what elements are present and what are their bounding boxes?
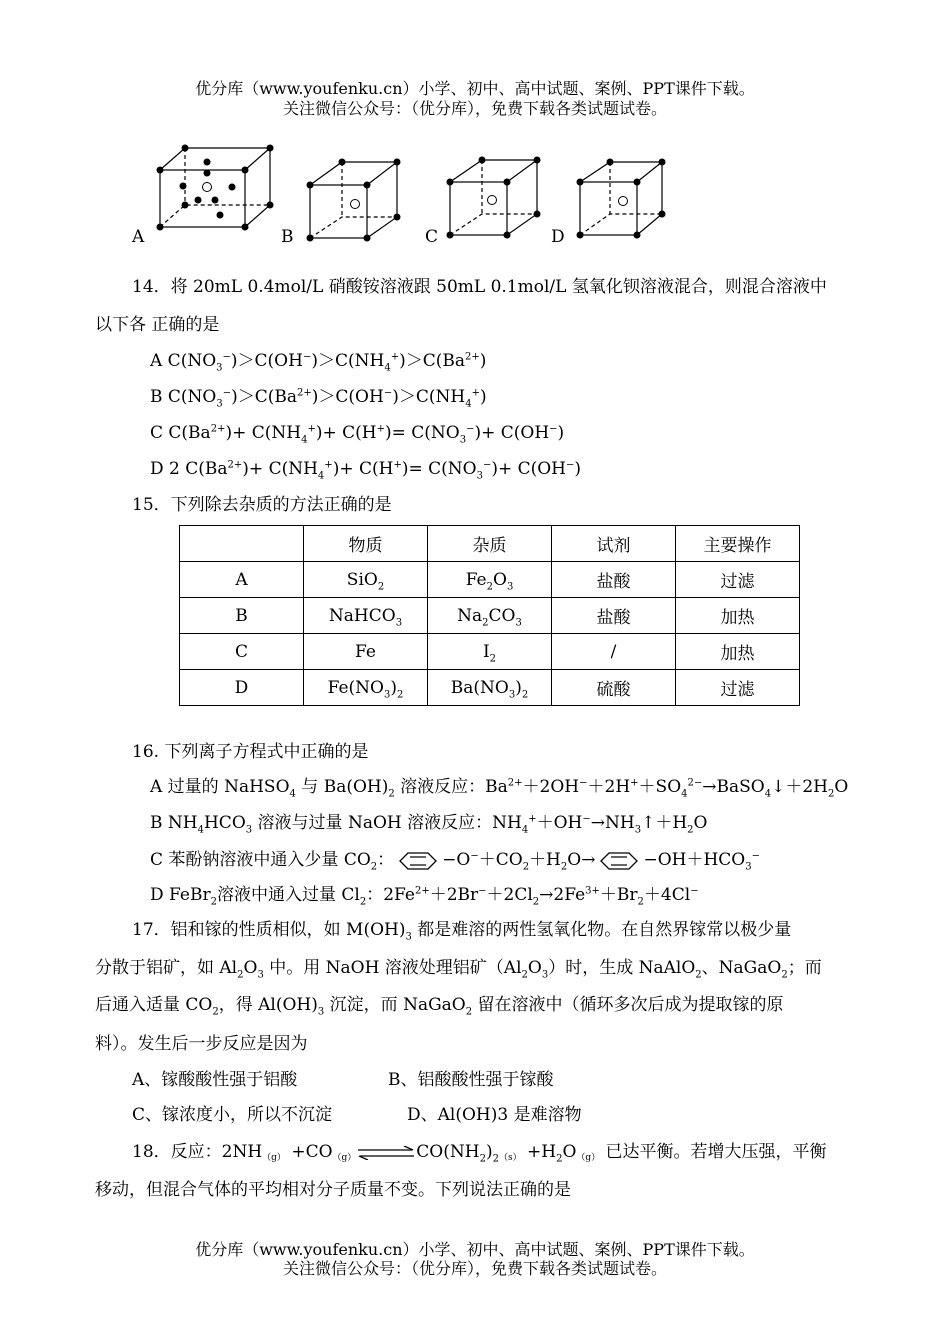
- table-header-cell: 杂质: [428, 526, 552, 562]
- table-cell: $Fe_2O_3$: [428, 562, 552, 598]
- table-cell: 盐酸: [552, 598, 676, 634]
- q16-option-a: A 过量的 NaHSO$_4$ 与 $Ba(OH)_2$ 溶液反应：$Ba^{2+}+2OH^-+2H^++SO_4^{2-}\to BaSO_4↓+2H_2O$: [150, 777, 849, 800]
- table-cell: 加热: [676, 634, 800, 670]
- q14-option-b: B $C(NO_3^-)>C(Ba^{2+})>C(OH^-)>C(NH_4^+)$: [150, 387, 487, 410]
- cube-a: [160, 148, 270, 227]
- table-row: [180, 562, 800, 598]
- q17-option-b: B、铝酸酸性强于镓酸: [388, 1070, 554, 1090]
- header-line-2: 关注微信公众号：（优分库），免费下载各类试题试卷。: [282, 99, 667, 118]
- table-cell: 过滤: [676, 562, 800, 598]
- table-header-cell: 试剂: [552, 526, 676, 562]
- table-cell: /: [552, 634, 676, 670]
- q16-option-b: B $NH_4HCO_3$ 溶液与过量 NaOH 溶液反应：$NH_4^++OH^-\to NH_3↑+H_2O$: [150, 813, 708, 836]
- table-cell: B: [180, 598, 304, 634]
- table-cell: D: [180, 670, 304, 706]
- q15-stem: 15．下列除去杂质的方法正确的是: [132, 495, 392, 515]
- table-cell: A: [180, 562, 304, 598]
- table-header-cell: [180, 526, 304, 562]
- q18-line-2: 移动，但混合气体的平均相对分子质量不变。下列说法正确的是: [95, 1180, 571, 1200]
- q17-option-a: A、镓酸酸性强于铝酸: [132, 1070, 298, 1090]
- crystal-cubes-figure: [120, 140, 680, 250]
- table-cell: Fe: [304, 634, 428, 670]
- header-line-1: 优分库（www.youfenku.cn）小学、初中、高中试题、案例、PPT课件下载。: [195, 79, 755, 98]
- table-row: [180, 598, 800, 634]
- q14-option-d: D 2 $C(Ba^{2+})+ C(NH_4^+)+ C(H^+)= C(NO_3^-)+ C(OH^-)$: [150, 459, 582, 482]
- q17-option-d: D、Al(OH)3 是难溶物: [407, 1105, 582, 1125]
- q17-line-4: 料）。发生后一步反应是因为: [95, 1034, 308, 1054]
- table-row: [180, 634, 800, 670]
- q18-line-1: 18．反应：2NH（g） +CO（g） $CO(NH_2)_2(s) +H_2O(g)$ 已达平衡。若增大压强，平衡: [132, 1142, 827, 1165]
- table-cell: C: [180, 634, 304, 670]
- table-header-cell: 主要操作: [676, 526, 800, 562]
- cube-label-d: D: [551, 227, 565, 247]
- q16-option-c: C 苯酚钠溶液中通入少量 $CO_2$： $-O^-+CO_2+H_2O\to -OH+HCO_3^-$: [150, 850, 760, 873]
- table-cell: $Na_2CO_3$: [428, 598, 552, 634]
- table-cell: $I_2$: [428, 634, 552, 670]
- q17-line-1: 17．铝和镓的性质相似，如 $M(OH)_3$ 都是难溶的两性氢氧化物。在自然界镓常以极少量: [132, 920, 792, 943]
- q16-option-d: D FeBr$_2$溶液中通入过量 $Cl_2$：$2Fe^{2+}+2Br^-+2Cl_2\to 2Fe^{3+}+Br_2+4Cl^-$: [150, 885, 699, 908]
- q17-line-3: 后通入适量 $CO_2$，得 $Al(OH)_3$ 沉淀，而 NaGaO$_2$ 留在溶液中（循环多次后成为提取镓的原: [95, 995, 784, 1018]
- table-cell: $Ba(NO_3)_2$: [428, 670, 552, 706]
- cube-label-b: B: [281, 227, 294, 247]
- q17-line-2: 分散于铝矿，如 $Al_2O_3$ 中。用 NaOH 溶液处理铝矿$(Al_2O_3)$时，生成 NaAlO$_2$、NaGaO$_2$；而: [95, 958, 822, 981]
- q15-table: [179, 525, 800, 706]
- equilibrium-arrow-icon: [356, 1146, 416, 1160]
- table-cell: SiO$_2$: [304, 562, 428, 598]
- benzene-ring-icon: [394, 851, 442, 871]
- footer-line-1: 优分库（www.youfenku.cn）小学、初中、高中试题、案例、PPT课件下载。: [195, 1240, 755, 1259]
- table-row: [180, 670, 800, 706]
- benzene-ring-icon: [595, 851, 643, 871]
- table-cell: $Fe(NO_3)_2$: [304, 670, 428, 706]
- table-cell: 过滤: [676, 670, 800, 706]
- table-cell: NaHCO$_3$: [304, 598, 428, 634]
- cube-label-c: C: [425, 227, 439, 247]
- q14-option-c: C $C(Ba^{2+})+ C(NH_4^+)+ C(H^+)= C(NO_3^-)+ C(OH^-)$: [150, 423, 565, 446]
- q16-stem: 16. 下列离子方程式中正确的是: [132, 742, 369, 762]
- q14-stem-line-1: 14．将 20mL 0.4mol/L 硝酸铵溶液跟 50mL 0.1mol/L 氢氧化钡溶液混合，则混合溶液中: [132, 277, 827, 297]
- table-cell: 硫酸: [552, 670, 676, 706]
- footer-line-2: 关注微信公众号：（优分库），免费下载各类试题试卷。: [282, 1259, 667, 1278]
- q14-stem-line-2: 以下各 正确的是: [95, 315, 220, 335]
- table-cell: 加热: [676, 598, 800, 634]
- q14-option-a: A $C(NO_3^-)>C(OH^-)>C(NH_4^+)>C(Ba^{2+})$: [150, 351, 487, 374]
- table-header-cell: 物质: [304, 526, 428, 562]
- table-header-row: [180, 526, 800, 562]
- table-cell: 盐酸: [552, 562, 676, 598]
- cube-label-a: A: [132, 227, 145, 247]
- q17-option-c: C、镓浓度小，所以不沉淀: [132, 1105, 333, 1125]
